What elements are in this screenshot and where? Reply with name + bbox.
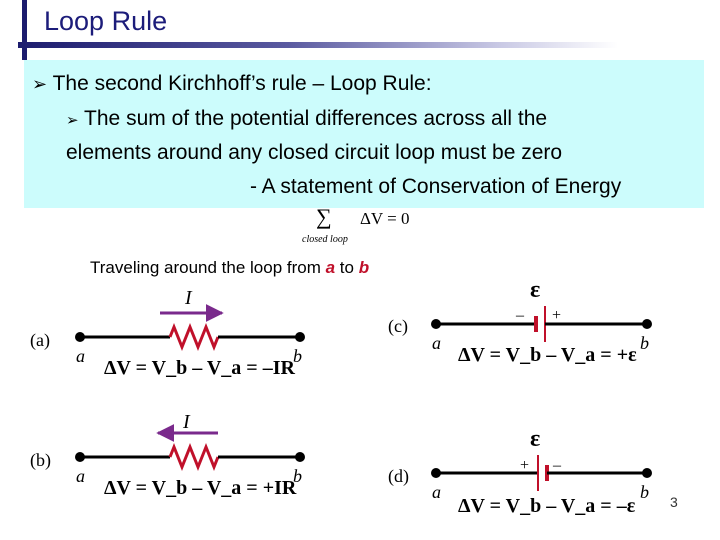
bullet-arrow-icon: ➢ <box>32 74 48 94</box>
panel-a-current-label: I <box>185 287 192 309</box>
to-word: to <box>335 258 359 277</box>
panel-d-node-b <box>642 468 652 478</box>
page-number: 3 <box>670 494 678 510</box>
panel-b-node-b-label: b <box>293 466 302 486</box>
panel-d-minus-sign: – <box>553 457 561 474</box>
panel-b-current-label: I <box>183 411 190 433</box>
panel-c-node-a-label: a <box>432 333 441 353</box>
formula-subscript: closed loop <box>302 234 348 245</box>
bullet-1-text: The second Kirchhoff’s rule – Loop Rule: <box>52 72 432 95</box>
sub-bullet-arrow-icon: ➢ <box>66 112 79 129</box>
slide-title: Loop Rule <box>44 6 168 36</box>
panel-c-node-a <box>431 319 441 329</box>
panel-d-node-b-label: b <box>640 482 649 502</box>
point-b-label: b <box>358 258 370 277</box>
panel-d-emf-label: ε <box>530 426 541 452</box>
panel-a-node-a <box>75 332 85 342</box>
panel-a-label: (a) <box>30 330 50 350</box>
panel-c-equation: ΔV = V_b – V_a = +ε <box>458 344 637 366</box>
panel-d-node-a <box>431 468 441 478</box>
panel-d-plus-sign: + <box>520 457 530 474</box>
panel-b-node-a-label: a <box>76 466 85 486</box>
panel-c-plus-sign: + <box>552 307 562 324</box>
panel-a-equation: ΔV = V_b – V_a = –IR <box>104 357 295 379</box>
bullet-2-line-3: - A statement of Conservation of Energy <box>250 175 622 198</box>
panel-d-label: (d) <box>388 466 409 486</box>
panel-d-node-a-label: a <box>432 482 441 502</box>
panel-b-equation: ΔV = V_b – V_a = +IR <box>104 477 297 499</box>
panel-a-node-a-label: a <box>76 346 85 366</box>
panel-a <box>30 287 305 379</box>
sum-symbol: ∑ <box>316 204 332 229</box>
panel-c-node-b <box>642 319 652 329</box>
formula-expression: ΔV = 0 <box>360 209 410 228</box>
panel-b-node-a <box>75 452 85 462</box>
panel-b-node-b <box>295 452 305 462</box>
traveling-prefix: Traveling around the loop from <box>90 258 326 277</box>
panel-d-equation: ΔV = V_b – V_a = –ε <box>458 495 636 517</box>
panel-b <box>30 411 305 499</box>
panel-c <box>388 277 652 366</box>
panel-c-minus-sign: – <box>516 307 524 324</box>
bullet-2-line-2: elements around any closed circuit loop must be zero <box>66 141 563 164</box>
bullet-2-line-1: The sum of the potential differences across all the <box>84 107 548 130</box>
panel-b-resistor <box>170 447 218 467</box>
panel-a-node-b <box>295 332 305 342</box>
panel-a-node-b-label: b <box>293 346 302 366</box>
panel-a-resistor <box>170 327 218 347</box>
panel-b-label: (b) <box>30 450 51 470</box>
panel-c-node-b-label: b <box>640 333 649 353</box>
point-a-label: a <box>325 258 336 277</box>
panel-d <box>388 426 652 517</box>
panel-c-label: (c) <box>388 316 408 336</box>
panel-c-emf-label: ε <box>530 277 541 303</box>
